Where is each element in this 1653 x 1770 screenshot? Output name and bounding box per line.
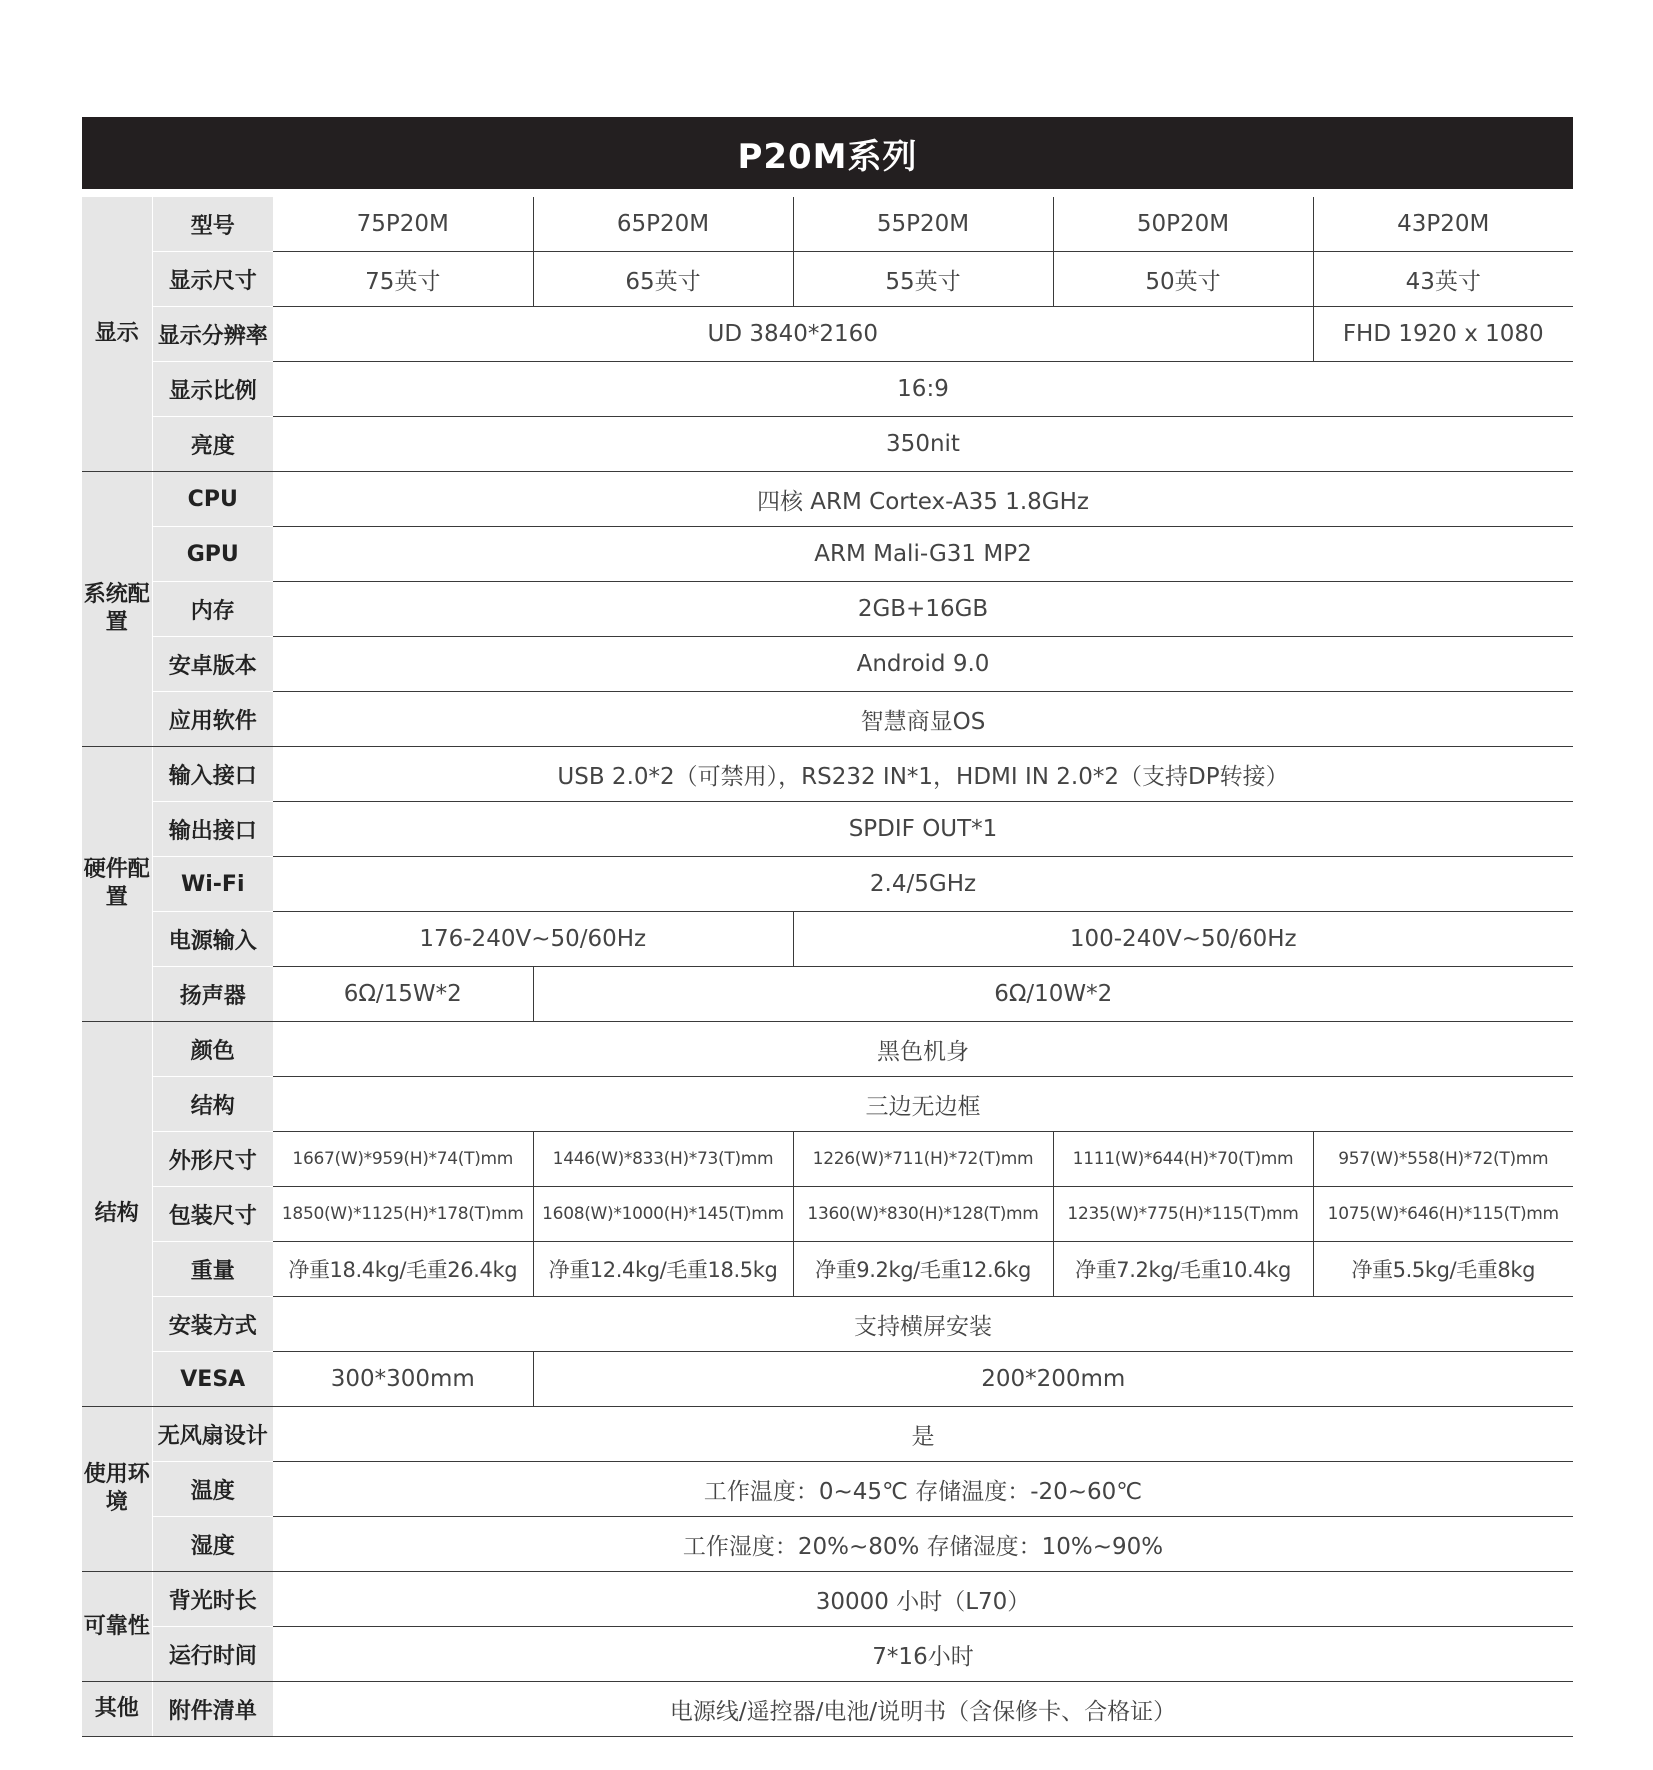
size-1: 75英寸 (273, 252, 533, 307)
row-size (82, 252, 1573, 307)
resolution-fhd: FHD 1920 x 1080 (1313, 307, 1573, 362)
speaker-value-b: 6Ω/10W*2 (533, 967, 1573, 1022)
label-output: 输出接口 (152, 802, 273, 857)
row-backlight (82, 1572, 1573, 1627)
software-value: 智慧商显OS (273, 692, 1573, 747)
row-structure (82, 1077, 1573, 1132)
label-cpu: CPU (152, 472, 273, 527)
structure-value: 三边无边框 (273, 1077, 1573, 1132)
vesa-value-b: 200*200mm (533, 1352, 1573, 1407)
label-runtime: 运行时间 (152, 1627, 273, 1682)
row-power (82, 912, 1573, 967)
brightness-value: 350nit (273, 417, 1573, 472)
resolution-ud: UD 3840*2160 (273, 307, 1313, 362)
accessories-value: 电源线/遥控器/电池/说明书（含保修卡、合格证） (273, 1682, 1573, 1737)
row-temperature (82, 1462, 1573, 1517)
package-3: 1360(W)*830(H)*128(T)mm (793, 1187, 1053, 1242)
row-model (82, 197, 1573, 252)
mounting-value: 支持横屏安装 (273, 1297, 1573, 1352)
label-speaker: 扬声器 (152, 967, 273, 1022)
vesa-value-a: 300*300mm (273, 1352, 533, 1407)
package-2: 1608(W)*1000(H)*145(T)mm (533, 1187, 793, 1242)
color-value: 黑色机身 (273, 1022, 1573, 1077)
weight-2: 净重12.4kg/毛重18.5kg (533, 1242, 793, 1297)
size-3: 55英寸 (793, 252, 1053, 307)
model-5: 43P20M (1313, 197, 1573, 252)
row-memory (82, 582, 1573, 637)
dimensions-2: 1446(W)*833(H)*73(T)mm (533, 1132, 793, 1187)
output-value: SPDIF OUT*1 (273, 802, 1573, 857)
weight-4: 净重7.2kg/毛重10.4kg (1053, 1242, 1313, 1297)
row-mounting (82, 1297, 1573, 1352)
row-ratio (82, 362, 1573, 417)
speaker-value-a: 6Ω/15W*2 (273, 967, 533, 1022)
fanless-value: 是 (273, 1407, 1573, 1462)
weight-3: 净重9.2kg/毛重12.6kg (793, 1242, 1053, 1297)
row-speaker (82, 967, 1573, 1022)
row-input (82, 747, 1573, 802)
package-5: 1075(W)*646(H)*115(T)mm (1313, 1187, 1573, 1242)
power-value-a: 176-240V~50/60Hz (273, 912, 793, 967)
row-software (82, 692, 1573, 747)
spec-sheet (82, 117, 1573, 1737)
label-color: 颜色 (152, 1022, 273, 1077)
label-size: 显示尺寸 (152, 252, 273, 307)
row-resolution (82, 307, 1573, 362)
row-dimensions (82, 1132, 1573, 1187)
size-4: 50英寸 (1053, 252, 1313, 307)
label-power: 电源输入 (152, 912, 273, 967)
android-value: Android 9.0 (273, 637, 1573, 692)
row-fanless (82, 1407, 1573, 1462)
power-value-b: 100-240V~50/60Hz (793, 912, 1573, 967)
humidity-value: 工作湿度：20%~80% 存储湿度：10%~90% (273, 1517, 1573, 1572)
row-brightness (82, 417, 1573, 472)
label-input: 输入接口 (152, 747, 273, 802)
row-accessories (82, 1682, 1573, 1737)
row-package (82, 1187, 1573, 1242)
size-5: 43英寸 (1313, 252, 1573, 307)
label-fanless: 无风扇设计 (152, 1407, 273, 1462)
dimensions-4: 1111(W)*644(H)*70(T)mm (1053, 1132, 1313, 1187)
label-software: 应用软件 (152, 692, 273, 747)
ratio-value: 16:9 (273, 362, 1573, 417)
input-value: USB 2.0*2（可禁用），RS232 IN*1，HDMI IN 2.0*2（支持DP转接） (273, 747, 1573, 802)
model-4: 50P20M (1053, 197, 1313, 252)
group-display: 显示 (82, 197, 152, 472)
group-system: 系统配置 (82, 472, 152, 747)
label-ratio: 显示比例 (152, 362, 273, 417)
row-wifi (82, 857, 1573, 912)
group-reliability: 可靠性 (82, 1572, 152, 1682)
row-humidity (82, 1517, 1573, 1572)
title-gap (82, 189, 1573, 197)
label-android: 安卓版本 (152, 637, 273, 692)
label-memory: 内存 (152, 582, 273, 637)
row-cpu (82, 472, 1573, 527)
model-1: 75P20M (273, 197, 533, 252)
group-other: 其他 (82, 1682, 152, 1737)
temperature-value: 工作温度：0~45℃ 存储温度：-20~60℃ (273, 1462, 1573, 1517)
row-color (82, 1022, 1573, 1077)
label-vesa: VESA (152, 1352, 273, 1407)
backlight-value: 30000 小时（L70） (273, 1572, 1573, 1627)
row-gpu (82, 527, 1573, 582)
model-3: 55P20M (793, 197, 1053, 252)
memory-value: 2GB+16GB (273, 582, 1573, 637)
label-weight: 重量 (152, 1242, 273, 1297)
label-accessories: 附件清单 (152, 1682, 273, 1737)
dimensions-3: 1226(W)*711(H)*72(T)mm (793, 1132, 1053, 1187)
label-gpu: GPU (152, 527, 273, 582)
label-resolution: 显示分辨率 (152, 307, 273, 362)
size-2: 65英寸 (533, 252, 793, 307)
label-structure: 结构 (152, 1077, 273, 1132)
label-brightness: 亮度 (152, 417, 273, 472)
label-package: 包装尺寸 (152, 1187, 273, 1242)
label-humidity: 湿度 (152, 1517, 273, 1572)
weight-1: 净重18.4kg/毛重26.4kg (273, 1242, 533, 1297)
model-2: 65P20M (533, 197, 793, 252)
group-environment: 使用环境 (82, 1407, 152, 1572)
gpu-value: ARM Mali-G31 MP2 (273, 527, 1573, 582)
row-weight (82, 1242, 1573, 1297)
row-vesa (82, 1352, 1573, 1407)
label-wifi: Wi-Fi (152, 857, 273, 912)
label-mounting: 安装方式 (152, 1297, 273, 1352)
dimensions-5: 957(W)*558(H)*72(T)mm (1313, 1132, 1573, 1187)
group-hardware: 硬件配置 (82, 747, 152, 1022)
wifi-value: 2.4/5GHz (273, 857, 1573, 912)
page-title: P20M系列 (82, 117, 1573, 189)
row-runtime (82, 1627, 1573, 1682)
weight-5: 净重5.5kg/毛重8kg (1313, 1242, 1573, 1297)
cpu-value: 四核 ARM Cortex-A35 1.8GHz (273, 472, 1573, 527)
row-output (82, 802, 1573, 857)
package-4: 1235(W)*775(H)*115(T)mm (1053, 1187, 1313, 1242)
label-temperature: 温度 (152, 1462, 273, 1517)
label-dimensions: 外形尺寸 (152, 1132, 273, 1187)
label-backlight: 背光时长 (152, 1572, 273, 1627)
runtime-value: 7*16小时 (273, 1627, 1573, 1682)
package-1: 1850(W)*1125(H)*178(T)mm (273, 1187, 533, 1242)
group-structure: 结构 (82, 1022, 152, 1407)
row-android (82, 637, 1573, 692)
dimensions-1: 1667(W)*959(H)*74(T)mm (273, 1132, 533, 1187)
label-model: 型号 (152, 197, 273, 252)
spec-table (82, 197, 1573, 1737)
